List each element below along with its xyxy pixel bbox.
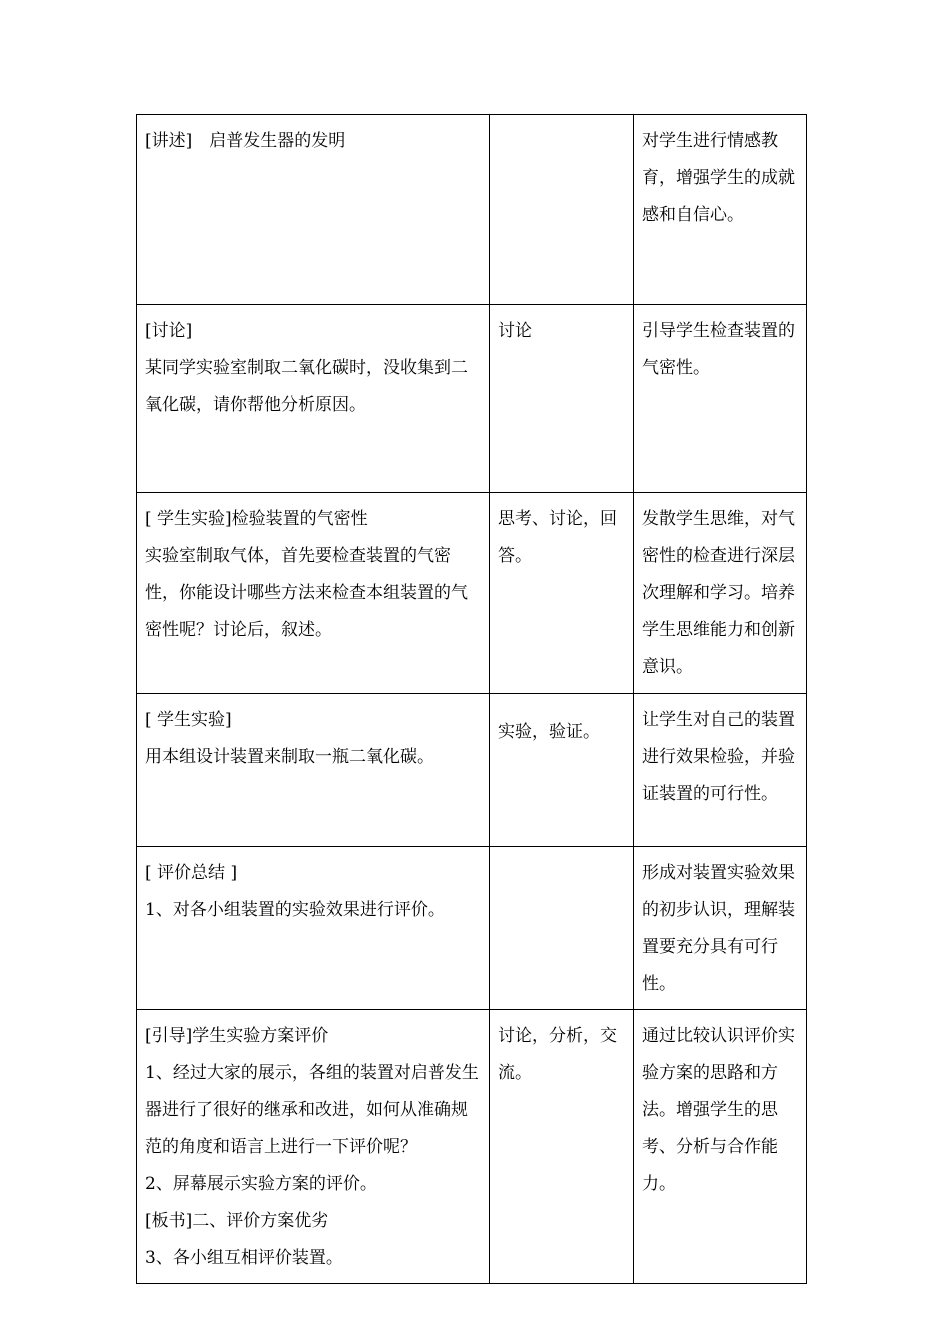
cell-text: 讨论，分析，交流。 xyxy=(498,1026,617,1083)
cell-text: 1、对各小组装置的实验效果进行评价。 xyxy=(145,900,445,920)
cell-text: 2、屏幕展示实验方案的评价。 xyxy=(145,1174,377,1194)
design-intent-cell xyxy=(634,847,807,1010)
table-row xyxy=(137,305,807,493)
teaching-content-cell xyxy=(137,305,490,493)
student-activity-cell xyxy=(490,847,634,1010)
cell-text: 让学生对自己的装置进行效果检验，并验证装置的可行性。 xyxy=(642,710,795,804)
teaching-content-cell xyxy=(137,694,490,847)
teaching-content-cell xyxy=(137,115,490,305)
design-intent-cell xyxy=(634,305,807,493)
design-intent-cell xyxy=(634,115,807,305)
cell-text: 1、经过大家的展示，各组的装置对启普发生器进行了很好的继承和改进，如何从准确规范的角度和语言上进行一下评价呢？ xyxy=(145,1063,479,1157)
student-activity-cell xyxy=(490,493,634,694)
teaching-content-cell xyxy=(137,847,490,1010)
cell-text: [板书]二、评价方案优劣 xyxy=(145,1211,329,1231)
table-row xyxy=(137,847,807,1010)
table-row xyxy=(137,694,807,847)
student-activity-cell xyxy=(490,694,634,847)
cell-text: 思考、讨论，回答。 xyxy=(498,509,617,566)
teaching-content-cell xyxy=(137,493,490,694)
cell-text: 形成对装置实验效果的初步认识，理解装置要充分具有可行性。 xyxy=(642,863,795,994)
design-intent-cell xyxy=(634,694,807,847)
cell-text: [讨论] xyxy=(145,321,193,341)
cell-text: 发散学生思维，对气密性的检查进行深层次理解和学习。培养学生思维能力和创新意识。 xyxy=(642,509,795,677)
student-activity-cell xyxy=(490,1010,634,1284)
design-intent-cell xyxy=(634,493,807,694)
teaching-content-cell xyxy=(137,1010,490,1284)
design-intent-cell xyxy=(634,1010,807,1284)
cell-text: 某同学实验室制取二氧化碳时，没收集到二氧化碳，请你帮他分析原因。 xyxy=(145,358,468,415)
table-row xyxy=(137,115,807,305)
cell-text: [引导]学生实验方案评价 xyxy=(145,1026,329,1046)
student-activity-cell xyxy=(490,305,634,493)
cell-text: [ 学生实验]检验装置的气密性 xyxy=(145,509,368,529)
cell-text: 引导学生检查装置的气密性。 xyxy=(642,321,795,378)
cell-text: [ 学生实验] xyxy=(145,710,232,730)
cell-text: 对学生进行情感教育，增强学生的成就感和自信心。 xyxy=(642,131,795,225)
student-activity-cell xyxy=(490,115,634,305)
cell-text: 3、各小组互相评价装置。 xyxy=(145,1248,343,1268)
cell-text: 实验，验证。 xyxy=(498,722,600,742)
cell-text: 讨论 xyxy=(498,321,532,341)
table-row xyxy=(137,493,807,694)
lesson-plan-table xyxy=(136,114,807,1284)
cell-text: 通过比较认识评价实验方案的思路和方法。增强学生的思考、分析与合作能力。 xyxy=(642,1026,795,1194)
cell-text: [ 评价总结 ] xyxy=(145,863,238,883)
cell-text: 实验室制取气体，首先要检查装置的气密性，你能设计哪些方法来检查本组装置的气密性呢？讨论后，叙述。 xyxy=(145,546,468,640)
cell-text: [讲述] 启普发生器的发明 xyxy=(145,131,346,151)
cell-text: 用本组设计装置来制取一瓶二氧化碳。 xyxy=(145,747,434,767)
table-row xyxy=(137,1010,807,1284)
